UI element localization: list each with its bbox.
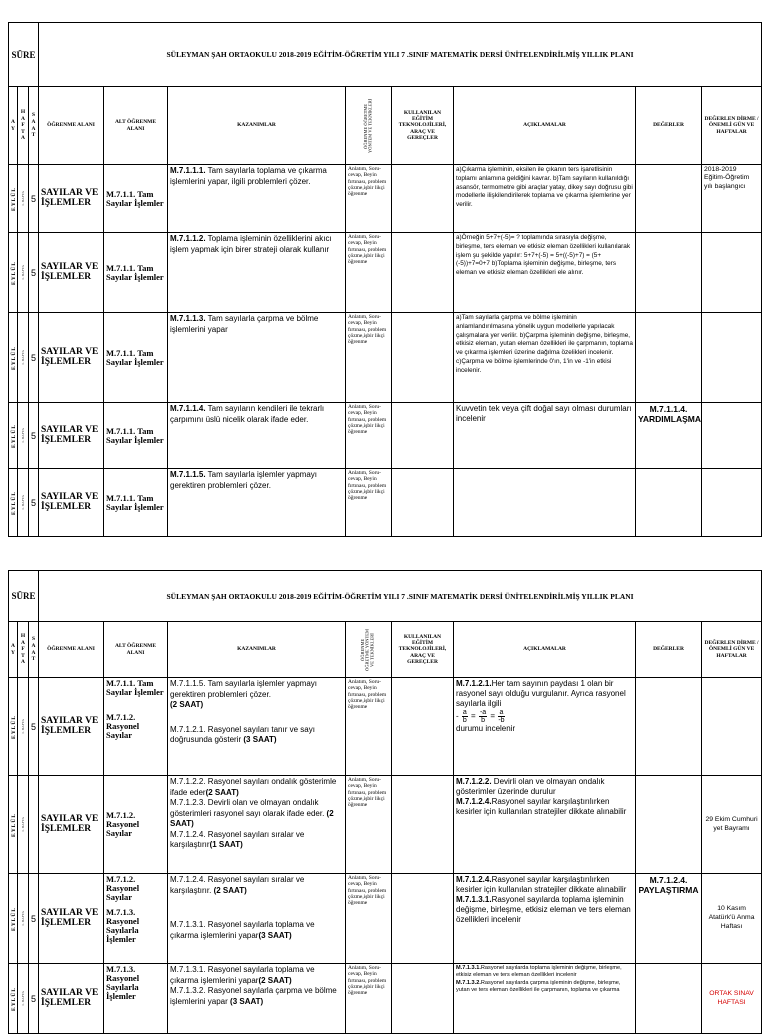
aciklamalar-header: AÇIKLAMALAR (454, 87, 636, 165)
aciklama-cell: a)Çıkarma işleminin, eksilen ile çıkanın ters işaretlisinin toplamı anlamına geldiğini kavrar. b)Tam sayıların kullanıldığı asansör, termometre gibi araçlar yatay, dikey sayı doğrusu gibi modellerle ilişkilendirilerek toplama ve çıkarma işlemlerine yer verilir. (454, 165, 636, 233)
aciklama-cell: M.7.1.2.2. Devirli olan ve olmayan ondalık gösterimler üzerinde durulur M.7.1.2.4.Rasyonel sayılar karşılaştırılırken kesirler için kullanılan stratejiler dikkate alınabilir (454, 776, 636, 874)
hafta-header: H A F T A (18, 87, 29, 165)
saat-header: S A A T (29, 622, 39, 678)
kullanilan-header: KULLANILAN EĞİTİM TEKNOLOJİLERİ, ARAÇ VE GEREÇLER (392, 622, 454, 678)
arac-cell (392, 874, 454, 964)
arac-cell (392, 165, 454, 233)
deger-cell (636, 678, 702, 776)
table-row (9, 874, 762, 964)
gun-cell: ORTAK SINAV HAFTASI (702, 964, 762, 1034)
arac-cell (392, 403, 454, 469)
deger-cell (636, 233, 702, 313)
kazanim-cell: M.7.1.1.5. Tam sayılarla işlemler yapmayı gerektiren problemleri çözer. (168, 469, 346, 537)
degerler-header: DEĞERLER (636, 622, 702, 678)
fraction: $\frac{-a}{b}$ (479, 709, 487, 724)
aciklama-cell: M.7.1.2.1.Her tam sayının paydası 1 olan bir rasyonel sayı olduğu vurgulanır. Ayrıca rasyonel sayılarla ilgili - $\frac{a}{b}$ = $\frac{-a}{b}$ = $\frac{a}{-b}$ durumu incelenir (454, 678, 636, 776)
saat-cell: 5 (29, 313, 39, 403)
ay-cell: EYLÜL (11, 490, 17, 515)
ay-cell: EYLÜL (11, 986, 17, 1011)
hafta-cell: 1. HAFTA (21, 428, 25, 443)
ay-cell: EYLÜL (11, 812, 17, 837)
deger-cell: M.7.1.2.4. PAYLAŞTIRMA (636, 874, 702, 964)
arac-cell (392, 776, 454, 874)
hafta-cell: 1. HAFTA (21, 911, 25, 926)
degerlendirme-header: DEĞERLEN DİRME /ÖNEMLİ GÜN VE HAFTALAR (702, 87, 762, 165)
saat-cell: 5 (29, 165, 39, 233)
yontem-cell: Anlatım, Soru-cevap, Beyin fırtınası, problem çözme,işbir likçi öğrenme (346, 403, 392, 469)
ay-cell: EYLÜL (11, 345, 17, 370)
aciklama-cell: a)Tam sayılarla çarpma ve bölme işleminin anlamlandırılmasına yönelik uygun modellerle yapılacak çalışmalara yer verilir. b)Çarpma işleminin değişme, birleşme, etkisiz eleman, yutan eleman özellikleri ile çarpmanın, toplama ve çıkarma işlemleri üzerine dağılma özelikleri incelenir. c)Çarpma ve bölme işlemlerinde 0'ın, 1'in ve -1'in etkisi incelenir. (454, 313, 636, 403)
alt-ogrenme-alani-cell: M.7.1.1. Tam Sayılar İşlemler M.7.1.2. Rasyonel Sayılar (104, 678, 168, 776)
arac-cell (392, 678, 454, 776)
ogrenme-alani-cell: SAYILAR VE İŞLEMLER (39, 165, 104, 233)
alt-ogrenme-alani-cell: M.7.1.1. Tam Sayılar İşlemler (104, 469, 168, 537)
alt-ogrenme-alani-cell: M.7.1.1. Tam Sayılar İşlemler (104, 233, 168, 313)
ay-cell: EYLÜL (11, 260, 17, 285)
ay-cell: EYLÜL (11, 906, 17, 931)
alt-ogrenme-alani-cell: M.7.1.1. Tam Sayılar İşlemler (104, 313, 168, 403)
ogrenme-alani-cell: SAYILAR VE İŞLEMLER (39, 313, 104, 403)
aciklama-cell: M.7.1.2.4.Rasyonel sayılar karşılaştırılırken kesirler için kullanılan stratejiler dikkate alınabilir M.7.1.3.1.Rasyonel sayılarda toplama işleminin değişme, birleşme, etkisiz eleman ve ters eleman özellikleri incelenir (454, 874, 636, 964)
aciklama-cell: a)Örneğin 5+7+(-5)= ? toplamında sırasıyla değişme, birleşme, ters eleman ve etkisiz eleman özellikleri kullanılarak işlem şu şekilde yapılır: 5+7+(-5) = 5+((-5)+7) = (5+(-5))+7=0+7 b)Toplama işleminin değişme, birleşme, ters eleman ve etkisiz eleman özellikleri ele alınır. (454, 233, 636, 313)
yontem-header: ÖĞRENME ÖĞRETME YÖNTEM VE TEKNİKLERİ (362, 98, 373, 153)
saat-cell: 5 (29, 403, 39, 469)
table-row (9, 776, 762, 874)
fraction: $\frac{a}{-b}$ (498, 709, 505, 724)
saat-cell: 5 (29, 469, 39, 537)
yontem-cell: Anlatım, Soru-cevap, Beyin fırtınası, problem çözme,işbir likçi öğrenme (346, 165, 392, 233)
table-row (9, 165, 762, 233)
deger-cell (636, 469, 702, 537)
hafta-cell: 1. HAFTA (21, 191, 25, 206)
ogrenme-alani-cell: SAYILAR VE İŞLEMLER (39, 403, 104, 469)
degerler-header: DEĞERLER (636, 87, 702, 165)
hafta-cell: 1. HAFTA (21, 817, 25, 832)
table-row (9, 313, 762, 403)
table-row (9, 964, 762, 1034)
saat-cell: 5 (29, 874, 39, 964)
ogrenme-alani-cell: SAYILAR VE İŞLEMLER (39, 678, 104, 776)
page-title: SÜLEYMAN ŞAH ORTAOKULU 2018-2019 EĞİTİM-ÖĞRETİM YILI 7 .SINIF MATEMATİK DERSİ ÜNİTELENDİRİLMİŞ YILLIK PLANI (39, 23, 762, 87)
arac-cell (392, 233, 454, 313)
kazanim-cell: M.7.1.2.2. Rasyonel sayıları ondalık gösterimle ifade eder(2 SAAT) M.7.1.2.3. Devirli olan ve olmayan ondalık gösterimleri rasyonel sayı olarak ifade eder. (2 SAAT) M.7.1.2.4. Rasyonel sayıları sıralar ve karşılaştırır(1 SAAT) (168, 776, 346, 874)
kazanim-cell: M.7.1.3.1. Rasyonel sayılarla toplama ve çıkarma işlemlerini yapar(2 SAAT) M.7.1.3.2. Rasyonel sayılarla çarpma ve bölme işlemlerini yapar (3 SAAT) (168, 964, 346, 1034)
alt-ogrenme-alani-cell: M.7.1.1. Tam Sayılar İşlemler (104, 165, 168, 233)
yontem-cell: Anlatım, Soru-cevap, Beyin fırtınası, problem çözme,işbir likçi öğrenme (346, 313, 392, 403)
table-row (9, 678, 762, 776)
sure-header: SÜRE (9, 571, 39, 622)
gun-cell (702, 678, 762, 776)
ay-cell: EYLÜL (11, 186, 17, 211)
hafta-cell: 1. HAFTA (21, 350, 25, 365)
alt-ogrenme-alani-header: ALT ÖĞRENME ALANI (104, 622, 168, 678)
ogrenme-alani-header: ÖĞRENME ALANI (39, 87, 104, 165)
hafta-cell: 1. HAFTA (21, 719, 25, 734)
table-row (9, 403, 762, 469)
alt-ogrenme-alani-cell: M.7.1.3. Rasyonel Sayılarla İşlemler (104, 964, 168, 1034)
kullanilan-header: KULLANILAN EĞİTİM TEKNOLOJİLERİ, ARAÇ VE GEREÇLER (392, 87, 454, 165)
kazanim-cell: M.7.1.1.4. Tam sayıların kendileri ile tekrarlı çarpımını üslü nicelik olarak ifade eder. (168, 403, 346, 469)
ogrenme-alani-cell: SAYILAR VE İŞLEMLER (39, 964, 104, 1034)
hafta-header: H A F T A (18, 622, 29, 678)
ogrenme-alani-cell: SAYILAR VE İŞLEMLER (39, 874, 104, 964)
gun-cell: 2018-2019 Eğitim-Öğretim yılı başlangıcı (702, 165, 762, 233)
hafta-cell: 1. HAFTA (21, 991, 25, 1006)
saat-cell (29, 776, 39, 874)
alt-ogrenme-alani-cell: M.7.1.2. Rasyonel Sayılar (104, 776, 168, 874)
yontem-cell: Anlatım, Soru-cevap, Beyin fırtınası, problem çözme,işbir likçi öğrenme (346, 776, 392, 874)
yearly-plan-table-2 (8, 570, 762, 1034)
aciklama-cell (454, 469, 636, 537)
ogrenme-alani-header: ÖĞRENME ALANI (39, 622, 104, 678)
kazanim-cell: M.7.1.1.5. Tam sayılarla işlemler yapmayı gerektiren problemleri çözer. (2 SAAT) M.7.1.2.1. Rasyonel sayıları tanır ve sayı doğrusunda gösterir (3 SAAT) (168, 678, 346, 776)
ogrenme-alani-cell: SAYILAR VE İŞLEMLER (39, 469, 104, 537)
aciklama-cell: M.7.1.3.1.Rasyonel sayılarda toplama işleminin değişme, birleşme, etkisiz eleman ve ters eleman özellikleri incelenir M.7.1.3.2.Rasyonel sayılarda çarpma işleminin değişme, birleşme, yutan ve ters eleman özellikleri ile çarpmanın, toplama ve çıkarma (454, 964, 636, 1034)
gun-cell (702, 469, 762, 537)
fraction: $\frac{a}{b}$ (462, 709, 467, 724)
yontem-cell: Anlatım, Soru-cevap, Beyin fırtınası, problem çözme,işbir likçi öğrenme (346, 678, 392, 776)
yontem-cell: Anlatım, Soru-cevap, Beyin fırtınası, problem çözme,işbir likçi öğrenme (346, 469, 392, 537)
deger-cell (636, 165, 702, 233)
kazanim-cell: M.7.1.1.2. Toplama işleminin özelliklerini akıcı işlem yapmak için birer strateji olarak kullanır (168, 233, 346, 313)
aciklamalar-header: AÇIKLAMALAR (454, 622, 636, 678)
table-row (9, 469, 762, 537)
saat-cell: 5 (29, 964, 39, 1034)
yontem-cell: Anlatım, Soru-cevap, Beyin fırtınası, problem çözme,işbir likçi öğrenme (346, 964, 392, 1034)
hafta-cell: 1. HAFTA (21, 265, 25, 280)
page-title: SÜLEYMAN ŞAH ORTAOKULU 2018-2019 EĞİTİM-ÖĞRETİM YILI 7 .SINIF MATEMATİK DERSİ ÜNİTELENDİRİLMİŞ YILLIK PLANI (39, 571, 762, 622)
gun-cell: 10 Kasım Atatürk'ü Anma Haftası (702, 874, 762, 964)
yontem-cell: Anlatım, Soru-cevap, Beyin fırtınası, problem çözme,işbir likçi öğrenme (346, 874, 392, 964)
arac-cell (392, 964, 454, 1034)
gun-cell (702, 233, 762, 313)
ay-header: A Y (9, 622, 18, 678)
arac-cell (392, 469, 454, 537)
ogrenme-alani-cell: SAYILAR VE İŞLEMLER (39, 776, 104, 874)
gun-cell (702, 313, 762, 403)
kazanim-cell: M.7.1.1.1. Tam sayılarla toplama ve çıkarma işlemlerini yapar, ilgili problemleri çözer. (168, 165, 346, 233)
alt-ogrenme-alani-header: ALT ÖĞRENME ALANI (104, 87, 168, 165)
deger-cell (636, 964, 702, 1034)
deger-cell (636, 313, 702, 403)
saat-cell: 5 (29, 678, 39, 776)
ogrenme-alani-cell: SAYILAR VE İŞLEMLER (39, 233, 104, 313)
table-row (9, 233, 762, 313)
kazanim-cell: M.7.1.1.3. Tam sayılarla çarpma ve bölme işlemlerini yapar (168, 313, 346, 403)
sure-header: SÜRE (9, 23, 39, 87)
yontem-header: ÖĞRENME ÖĞRETME YÖNTEM VE TEKNİKLERİ (360, 628, 375, 671)
deger-cell (636, 776, 702, 874)
degerlendirme-header: DEĞERLEN DİRME /ÖNEMLİ GÜN VE HAFTALAR (702, 622, 762, 678)
saat-header: S A A T (29, 87, 39, 165)
alt-ogrenme-alani-cell: M.7.1.2. Rasyonel Sayılar M.7.1.3. Rasyonel Sayılarla İşlemler (104, 874, 168, 964)
ay-cell: EYLÜL (11, 714, 17, 739)
aciklama-cell: Kuvvetin tek veya çift doğal sayı olması durumları incelenir (454, 403, 636, 469)
kazanimlar-header: KAZANIMLAR (168, 87, 346, 165)
alt-ogrenme-alani-cell: M.7.1.1. Tam Sayılar İşlemler (104, 403, 168, 469)
deger-cell: M.7.1.1.4. YARDIMLAŞMA (636, 403, 702, 469)
ay-cell: EYLÜL (11, 423, 17, 448)
yearly-plan-table-1 (8, 22, 762, 537)
yontem-cell: Anlatım, Soru-cevap, Beyin fırtınası, problem çözme,işbir likçi öğrenme (346, 233, 392, 313)
kazanim-cell: M.7.1.2.4. Rasyonel sayıları sıralar ve karşılaştırır. (2 SAAT) M.7.1.3.1. Rasyonel sayılarla toplama ve çıkarma işlemlerini yapar(3 SAAT) (168, 874, 346, 964)
arac-cell (392, 313, 454, 403)
gun-cell: 29 Ekim Cumhuri yet Bayramı (702, 776, 762, 874)
saat-cell: 5 (29, 233, 39, 313)
hafta-cell: 1. HAFTA (21, 495, 25, 510)
kazanimlar-header: KAZANIMLAR (168, 622, 346, 678)
gun-cell (702, 403, 762, 469)
ay-header: A Y (9, 87, 18, 165)
